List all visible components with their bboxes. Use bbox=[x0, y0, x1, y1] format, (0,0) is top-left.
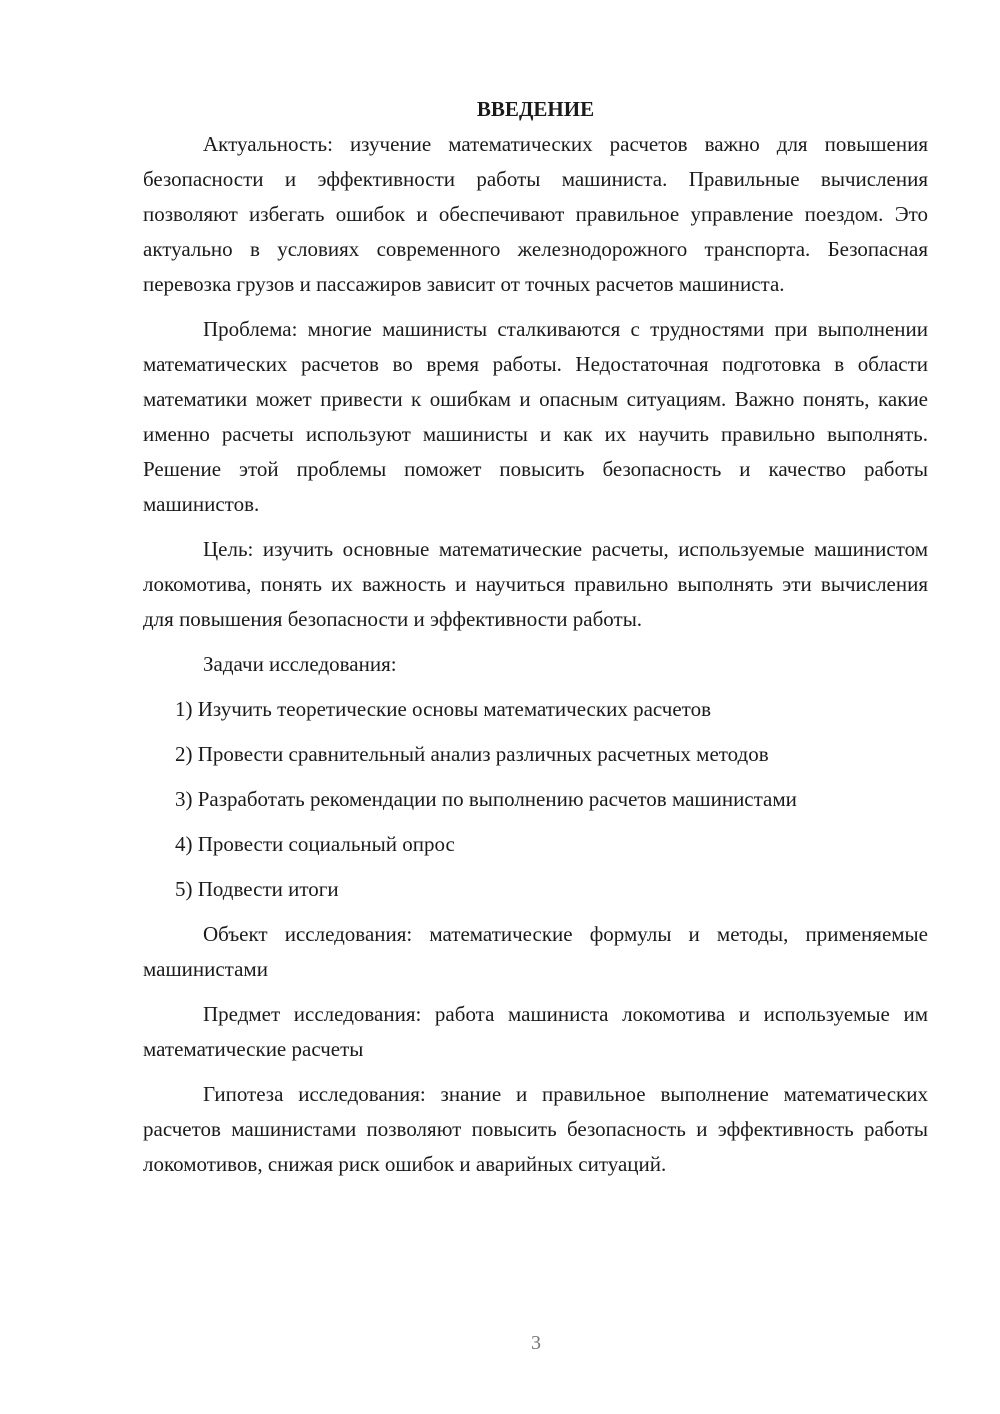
paragraph-goal: Цель: изучить основные математические расчеты, используемые машинистом локомотива, понять их важность и научиться правильно выполнять эти вычисления для повышения безопасности и эффективности работы. bbox=[143, 537, 928, 631]
paragraph-relevance: Актуальность: изучение математических расчетов важно для повышения безопасности и эффективности работы машиниста. Правильные вычисления позволяют избегать ошибок и обеспечивают правильное управление поездом. Это актуально в условиях современного железнодорожного транспорта. Безопасная перевозка грузов и пассажиров зависит от точных расчетов машиниста. bbox=[143, 132, 928, 296]
list-item: 1) Изучить теоретические основы математических расчетов bbox=[175, 697, 711, 721]
page-title: ВВЕДЕНИЕ bbox=[476, 97, 595, 121]
tasks-heading: Задачи исследования: bbox=[203, 652, 397, 676]
list-item: 5) Подвести итоги bbox=[175, 877, 339, 901]
paragraph-subject: Предмет исследования: работа машиниста локомотива и используемые им математические расчеты bbox=[143, 1002, 928, 1061]
document-body bbox=[143, 92, 928, 1192]
paragraph-problem: Проблема: многие машинисты сталкиваются с трудностями при выполнении математических расчетов во время работы. Недостаточная подготовка в области математики может привести к ошибкам и опасным ситуациям. Важно понять, какие именно расчеты используют машинисты и как их научить правильно выполнять. Решение этой проблемы поможет повысить безопасность и качество работы машинистов. bbox=[143, 317, 928, 516]
list-item: 3) Разработать рекомендации по выполнению расчетов машинистами bbox=[175, 787, 797, 811]
tasks-list bbox=[143, 692, 928, 907]
page-number: 3 bbox=[531, 1332, 541, 1354]
paragraph-hypothesis: Гипотеза исследования: знание и правильное выполнение математических расчетов машинистами позволяют повысить безопасность и эффективность работы локомотивов, снижая риск ошибок и аварийных ситуаций. bbox=[143, 1082, 928, 1176]
list-item: 2) Провести сравнительный анализ различных расчетных методов bbox=[175, 742, 769, 766]
list-item: 4) Провести социальный опрос bbox=[175, 832, 455, 856]
paragraph-object: Объект исследования: математические формулы и методы, применяемые машинистами bbox=[143, 922, 928, 981]
